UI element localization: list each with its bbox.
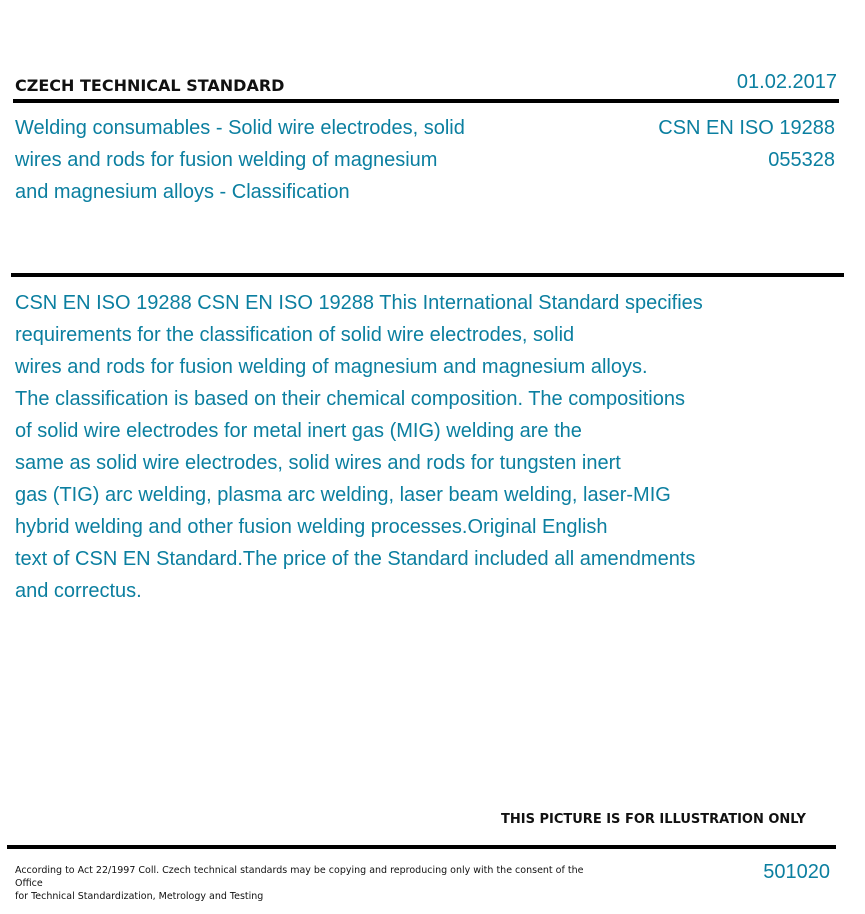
document-number: 501020 xyxy=(763,861,830,883)
standard-title-line: and magnesium alloys - Classification xyxy=(15,181,350,203)
catalog-number: 055328 xyxy=(768,149,835,171)
section-divider xyxy=(11,273,844,277)
standard-identifiers xyxy=(658,112,835,176)
standard-description: CSN EN ISO 19288 CSN EN ISO 19288 This International Standard specifies requirements for the classification of solid wire electrodes, solid wires and rods for fusion welding of magnesium and magnesium alloys. The classification is based on their chemical composition. The compositions of solid wire electrodes for metal inert gas (MIG) welding are the same as solid wire electrodes, solid wires and rods for tungsten inert gas (TIG) arc welding, plasma arc welding, laser beam welding, laser-MIG hybrid welding and other fusion welding processes.Original English text of CSN EN Standard.The price of the Standard included all amendments and correctus. xyxy=(15,292,703,602)
standard-title-line: wires and rods for fusion welding of magnesium xyxy=(15,149,438,171)
header-divider xyxy=(13,99,839,103)
legal-notice-line: for Technical Standardization, Metrology and Testing xyxy=(15,891,264,902)
standard-title xyxy=(15,112,535,208)
standard-code: CSN EN ISO 19288 xyxy=(658,117,835,139)
document-header-title: CZECH TECHNICAL STANDARD xyxy=(15,76,285,95)
illustration-disclaimer: THIS PICTURE IS FOR ILLUSTRATION ONLY xyxy=(501,812,806,827)
legal-notice xyxy=(15,864,595,903)
footer-divider xyxy=(7,845,836,849)
legal-notice-line: According to Act 22/1997 Coll. Czech technical standards may be copying and reproducing only with the consent of the Office xyxy=(15,865,584,889)
standard-title-line: Welding consumables - Solid wire electrodes, solid xyxy=(15,117,465,139)
publication-date: 01.02.2017 xyxy=(736,71,837,93)
